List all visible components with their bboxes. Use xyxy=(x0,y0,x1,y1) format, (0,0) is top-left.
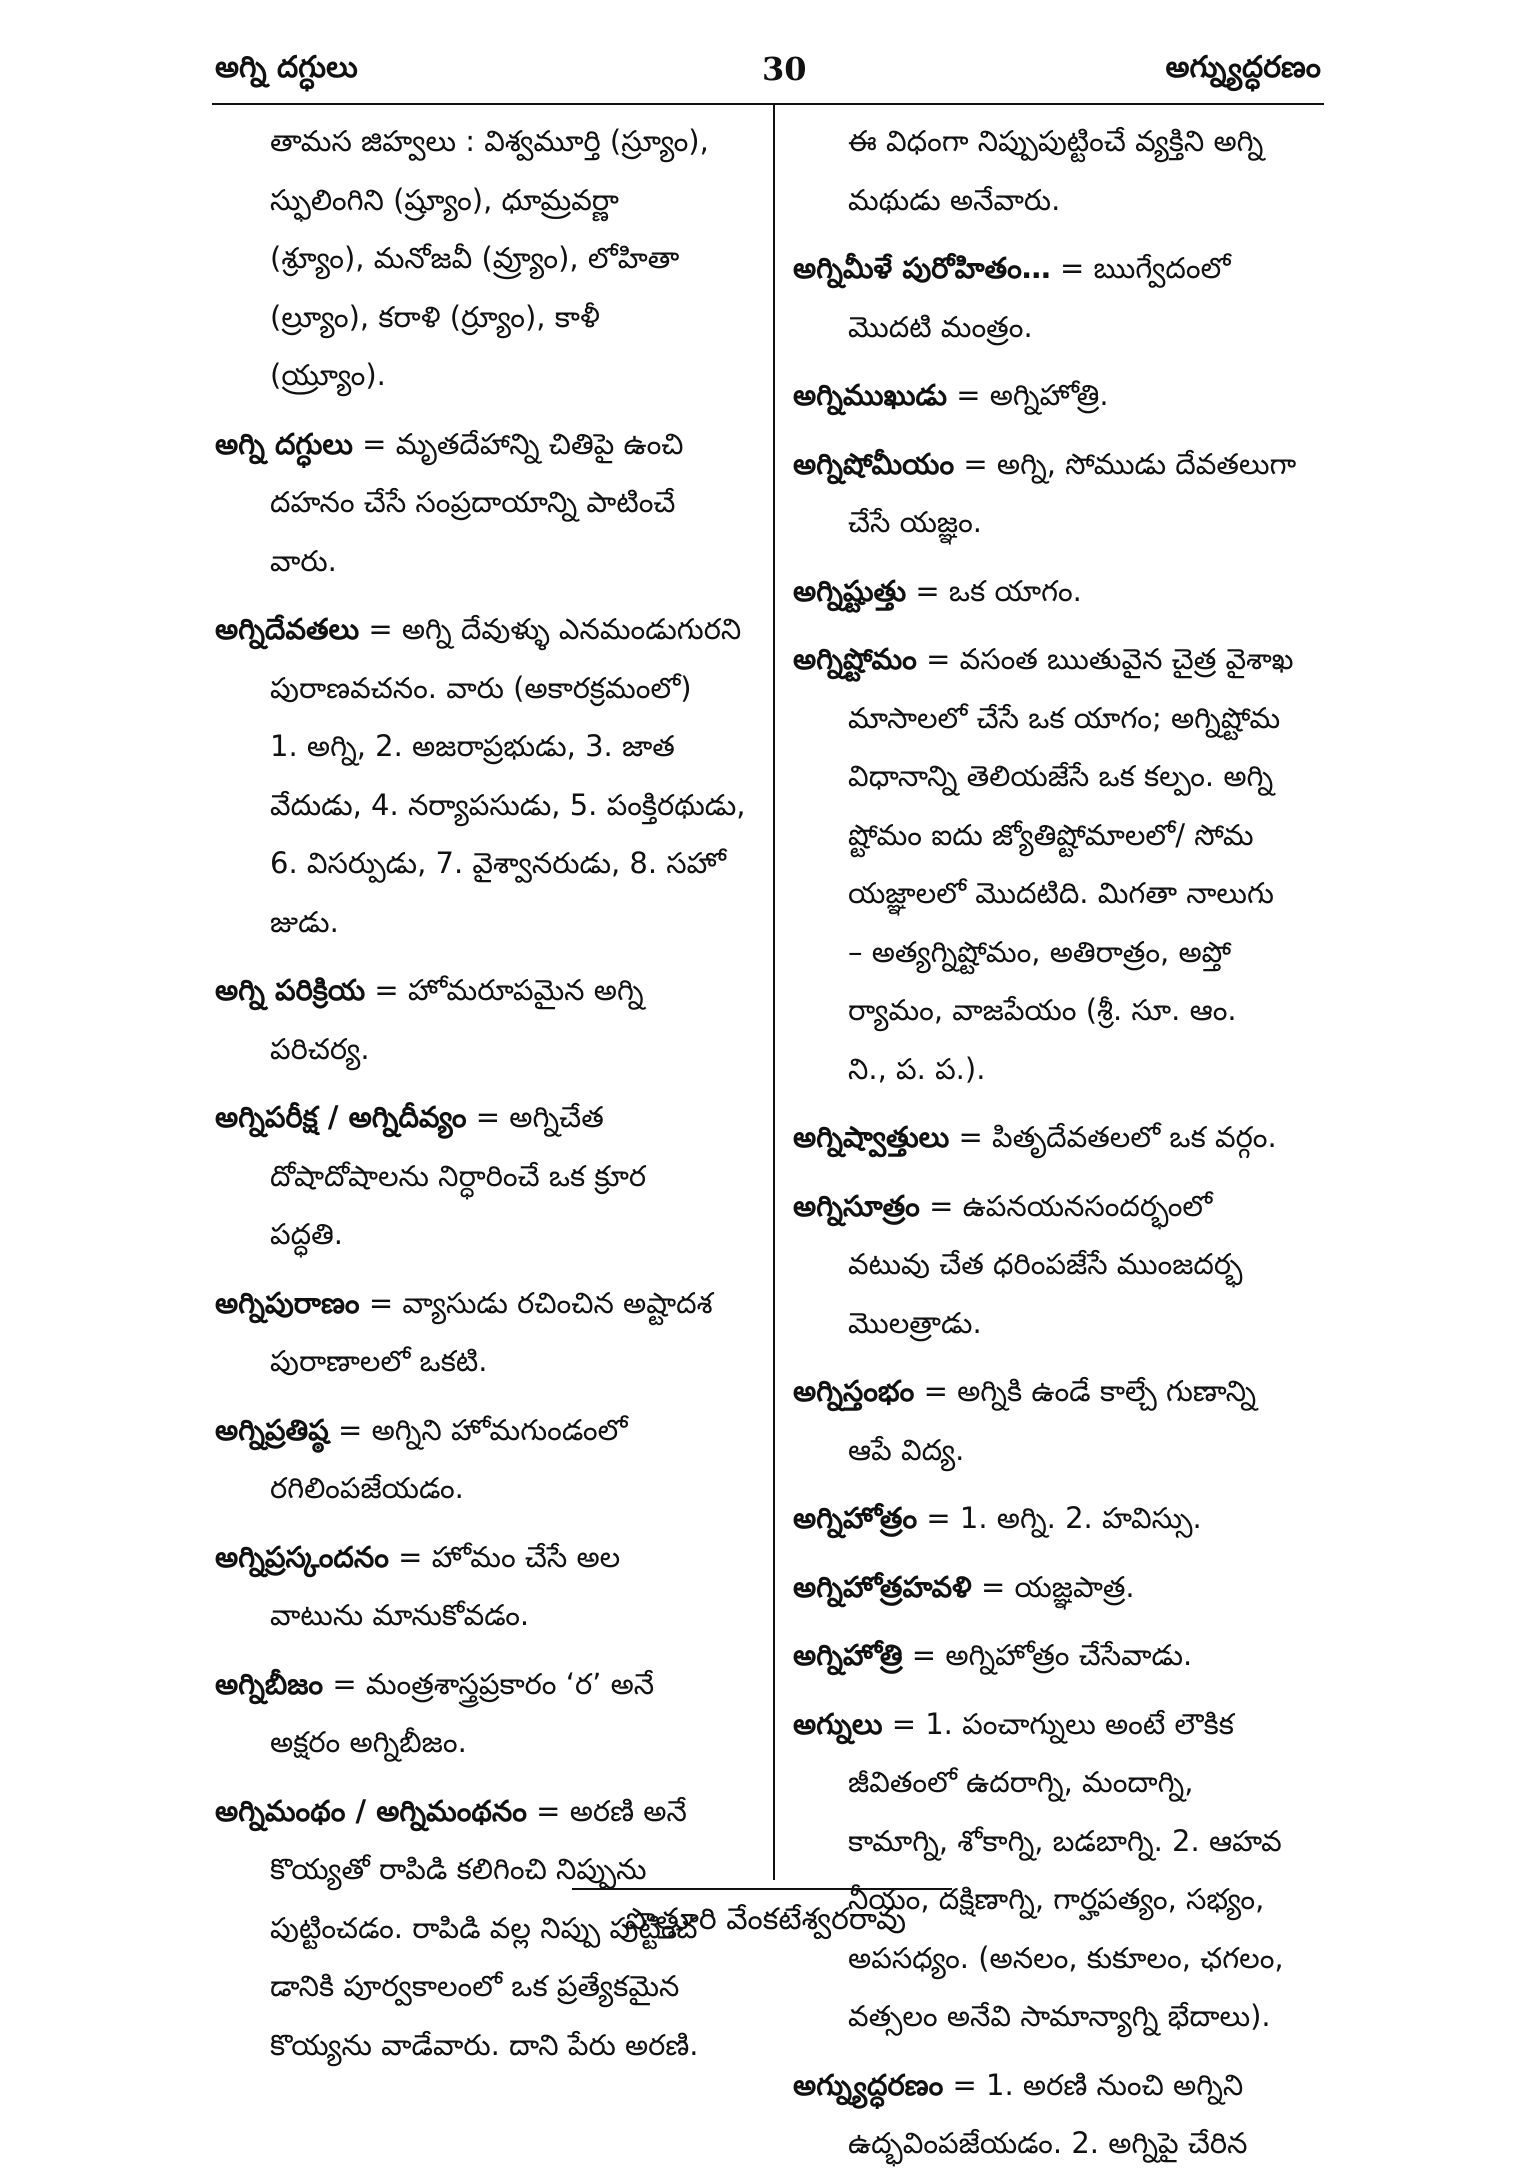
left-column xyxy=(215,112,745,2084)
dictionary-entry xyxy=(215,1088,745,1264)
entry-continuation-line: పరిచర్య. xyxy=(270,1031,370,1066)
entry-first-line xyxy=(793,435,1323,494)
entry-continuation-line: పుట్టించడం. రాపిడి వల్ల నిప్పు పుట్టించ xyxy=(270,1910,698,1945)
entry-first-line xyxy=(215,1782,745,1841)
dictionary-entry xyxy=(793,435,1323,552)
entry-first-line xyxy=(793,1558,1323,1617)
header-left-guideword: అగ్ని దగ్ధులు xyxy=(215,50,358,85)
entry-continuation-line: యజ్ఞాలలో మొదటిది. మిగతా నాలుగు xyxy=(848,876,1274,910)
dictionary-entry xyxy=(215,415,745,591)
dictionary-entry xyxy=(793,1177,1323,1353)
entry-first-line xyxy=(793,1177,1323,1236)
entry-headword: అగ్నిపరీక్ష / అగ్నిదీవ్యం xyxy=(215,1100,467,1134)
entry-continuation-line: ఉద్భవింపజేయడం. 2. అగ్నిపై చేరిన xyxy=(848,2126,1248,2160)
entry-continuation-line: (శ్ర్యూం), మనోజవీ (వ్ర్యూం), లోహితా xyxy=(270,241,680,275)
entry-continuation-line: వటువు చేత ధరింపజేసే ముంజదర్భ xyxy=(848,1247,1243,1281)
dictionary-entry xyxy=(215,1401,745,1518)
entry-continuation-line: వాటును మానుకోవడం. xyxy=(270,1598,530,1632)
entry-continuation-line: మొదటి మంత్రం. xyxy=(848,309,1033,344)
dictionary-entry xyxy=(793,1362,1323,1479)
entry-first-line xyxy=(793,366,1323,425)
entry-first-line xyxy=(215,961,745,1020)
entry-headword: అగ్నిప్రస్కందనం xyxy=(215,1539,389,1574)
entry-continuation-line: కొయ్యతో రాపిడి కలిగించి నిప్పును xyxy=(270,1852,647,1886)
entry-continuation-line: దహనం చేసే సంప్రదాయాన్ని పాటించే xyxy=(270,485,676,519)
entry-headword: అగ్నిబీజం xyxy=(215,1666,324,1701)
entry-definition-start: = అగ్ని దేవుళ్ళు ఎనమండుగురని xyxy=(359,612,742,646)
footer-rule xyxy=(572,1888,952,1890)
entry-definition-start: = 1. పంచాగ్నులు అంటే లౌకిక xyxy=(882,1706,1234,1741)
dictionary-entry xyxy=(215,1274,745,1391)
entry-continuation-line: రగిలింపజేయడం. xyxy=(270,1471,464,1505)
entry-continuation-line: మొలత్రాడు. xyxy=(848,1305,982,1340)
header-rule xyxy=(212,103,1324,105)
entry-headword: అగ్నిముఖుడు xyxy=(793,378,947,412)
entry-headword: అగ్నిపురాణం xyxy=(215,1285,360,1320)
entry-first-line xyxy=(793,1626,1323,1685)
entry-headword: అగ్నులు xyxy=(793,1706,883,1741)
entry-continuation-line: విధానాన్ని తెలియజేసే ఒక కల్పం. అగ్ని xyxy=(848,759,1274,793)
entry-first-line xyxy=(215,1401,745,1460)
entry-first-line xyxy=(215,1655,745,1714)
entry-continuation-line: ని., ప. ప.). xyxy=(848,1051,986,1086)
entry-definition-start: = అరణి అనే xyxy=(526,1793,687,1828)
entry-continuation-line: పద్ధతి. xyxy=(270,1217,343,1251)
right-column xyxy=(793,112,1323,2183)
entry-definition-start: = అగ్నికి ఉండే కాల్చే గుణాన్ని xyxy=(914,1374,1257,1408)
entry-continuation-line: ర్యామం, వాజపేయం (శ్రీ. సూ. ఆం. xyxy=(848,993,1237,1027)
entry-definition-start: = వసంత ఋతువైన చైత్ర వైశాఖ xyxy=(916,642,1294,676)
entry-continuation-line: అక్షరం అగ్నిబీజం. xyxy=(270,1725,467,1759)
entry-first-line xyxy=(215,1528,745,1587)
entry-definition-start: = హోమం చేసే అల xyxy=(388,1539,621,1574)
entry-first-line xyxy=(215,1088,745,1147)
entry-headword: అగ్నిష్టుత్తు xyxy=(793,573,907,608)
entry-headword: అగ్నిష్వాత్తులు xyxy=(793,1120,950,1154)
entry-definition-start: = మృతదేహాన్ని చితిపై ఉంచి xyxy=(352,426,684,461)
dictionary-entry xyxy=(793,239,1323,356)
entry-first-line xyxy=(793,562,1323,621)
entry-first-line xyxy=(215,415,745,474)
entry-continuation-line: ష్టోమం ఐదు జ్యోతిష్టోమాలలో/ సోమ xyxy=(848,817,1254,852)
entry-definition-start: = యజ్ఞపాత్ర. xyxy=(971,1569,1135,1604)
dictionary-entry xyxy=(793,630,1323,1098)
entry-continuation-line: డానికి పూర్వకాలంలో ఒక ప్రత్యేకమైన xyxy=(270,1969,680,2003)
entry-definition-start: = అగ్నిహోత్రి. xyxy=(947,378,1109,412)
dictionary-entry xyxy=(215,112,745,405)
entry-headword: అగ్న్యుద్ధరణం xyxy=(793,2067,944,2102)
dictionary-entry xyxy=(793,112,1323,229)
entry-first-line xyxy=(793,239,1323,298)
entry-definition-start: = ఒక యాగం. xyxy=(906,573,1082,608)
entry-headword: అగ్నిసూత్రం xyxy=(793,1188,920,1223)
entry-continuation-line: అపసధ్యం. (అనలం, కుకూలం, ఛగలం, xyxy=(848,1940,1284,1975)
entry-continuation-line: జుడు. xyxy=(270,904,339,939)
dictionary-entry xyxy=(215,961,745,1078)
dictionary-entry xyxy=(793,1558,1323,1617)
entry-continuation-line: నీయం, దక్షిణాగ్ని, గార్హపత్యం, సభ్యం, xyxy=(848,1882,1265,1916)
dictionary-entry xyxy=(215,1655,745,1772)
dictionary-entry xyxy=(793,366,1323,425)
entry-continuation-line: (య్ర్యూం). xyxy=(270,358,386,392)
entry-headword: అగ్నిమీళే పురోహితం… xyxy=(793,251,1051,285)
dictionary-entry xyxy=(793,1489,1323,1548)
entry-continuation-line: స్ఫులింగిని (ష్ర్యూం), ధూమ్రవర్ణా xyxy=(270,182,619,217)
entry-definition-start: = పితృదేవతలలో ఒక వర్గం. xyxy=(949,1120,1277,1154)
entry-continuation-line: వత్సలం అనేవి సామాన్యాగ్ని భేదాలు). xyxy=(848,1999,1271,2033)
entry-definition-start: = మంత్రశాస్త్రప్రకారం ‘ర’ అనే xyxy=(323,1666,655,1701)
entry-definition-start: = ఋగ్వేదంలో xyxy=(1050,251,1231,285)
entry-headword: అగ్నిదేవతలు xyxy=(215,612,360,646)
entry-first-line xyxy=(793,1108,1323,1167)
entry-headword: అగ్నిస్తంభం xyxy=(793,1374,915,1408)
entry-definition-start: = అగ్నిహోత్రం చేసేవాడు. xyxy=(902,1638,1193,1672)
entry-continuation-line: పురాణాలలో ఒకటి. xyxy=(270,1344,488,1378)
entry-first-line xyxy=(793,1489,1323,1548)
entry-headword: అగ్నిష్టోమం xyxy=(793,642,917,676)
entry-continuation-line: వారు. xyxy=(270,543,337,578)
entry-continuation-line: ఈ విధంగా నిప్పుపుట్టించే వ్యక్తిని అగ్ని xyxy=(848,124,1264,158)
entry-definition-start: = 1. అరణి నుంచి అగ్నిని xyxy=(943,2067,1244,2102)
entry-continuation-line: వేదుడు, 4. నర్యాపసుడు, 5. పంక్తిరథుడు, xyxy=(270,787,746,822)
entry-continuation-line: 1. అగ్ని, 2. అజరాప్రభుడు, 3. జాత xyxy=(270,729,675,763)
entry-first-line xyxy=(793,2056,1323,2115)
column-divider xyxy=(773,105,775,1880)
entry-continuation-line: దోషాదోషాలను నిర్ధారించే ఒక క్రూర xyxy=(270,1158,647,1193)
entry-first-line xyxy=(793,1362,1323,1421)
dictionary-entry xyxy=(215,600,745,951)
entry-continuation-line: మథుడు అనేవారు. xyxy=(848,182,1061,217)
entry-definition-start: = హోమరూపమైన అగ్ని xyxy=(365,973,644,1007)
entry-first-line xyxy=(215,600,745,659)
dictionary-entry xyxy=(215,1528,745,1645)
entry-continuation-line: కొయ్యను వాడేవారు. దాని పేరు అరణి. xyxy=(270,2027,699,2062)
entry-first-line xyxy=(793,1695,1323,1754)
entry-continuation-line: మాసాలలో చేసే ఒక యాగం; అగ్నిష్టోమ xyxy=(848,700,1281,735)
entry-headword: అగ్ని దగ్ధులు xyxy=(215,426,353,461)
entry-definition-start: = అగ్ని, సోముడు దేవతలుగా xyxy=(954,446,1297,481)
entry-first-line xyxy=(215,1274,745,1333)
entry-headword: అగ్ని పరిక్రియ xyxy=(215,973,366,1007)
dictionary-entry xyxy=(793,1626,1323,1685)
dictionary-entry xyxy=(793,562,1323,621)
entry-continuation-line: 6. విసర్పుడు, 7. వైశ్వానరుడు, 8. సహో xyxy=(270,846,726,880)
entry-continuation-line: (ల్ర్యూం), కరాళి (ర్ర్యూం), కాళీ xyxy=(270,299,600,334)
entry-definition-start: = 1. అగ్ని. 2. హవిస్సు. xyxy=(917,1501,1202,1535)
entry-definition-start: = ఉపనయనసందర్భంలో xyxy=(919,1188,1213,1223)
entry-definition-start: = వ్యాసుడు రచించిన అష్టాదశ xyxy=(359,1285,713,1320)
entry-headword: అగ్నిప్రతిష్ఠ xyxy=(215,1412,329,1447)
entry-definition-start: = అగ్నిచేత xyxy=(466,1100,604,1134)
entry-continuation-line: – అత్యగ్నిష్టోమం, అతిరాత్రం, అప్తో xyxy=(848,934,1232,969)
entry-continuation-line: జీవితంలో ఉదరాగ్ని, మందాగ్ని, xyxy=(848,1765,1194,1799)
entry-definition-start: = అగ్నిని హోమగుండంలో xyxy=(328,1412,628,1447)
dictionary-entry xyxy=(793,1695,1323,2046)
entry-headword: అగ్నిషోమీయం xyxy=(793,446,955,481)
entry-headword: అగ్నిహోత్రం xyxy=(793,1501,918,1535)
header-right-guideword: అగ్న్యుద్ధరణం xyxy=(1165,50,1321,85)
entry-continuation-line: పురాణవచనం. వారు (అకారక్రమంలో) xyxy=(270,670,692,705)
entry-continuation-line: తామస జిహ్వలు : విశ్వమూర్తి (స్ర్యూం), xyxy=(270,124,709,158)
footer-author: పొత్తూరి వేంకటేశ్వరరావు xyxy=(624,1902,907,1937)
entry-continuation-line: ఆపే విద్య. xyxy=(848,1432,965,1467)
dictionary-entry xyxy=(793,1108,1323,1167)
entry-headword: అగ్నిహోత్రి xyxy=(793,1638,903,1672)
page-number: 30 xyxy=(762,50,807,88)
entry-first-line xyxy=(793,630,1323,689)
entry-headword: అగ్నిహోత్రహవళి xyxy=(793,1569,972,1604)
entry-continuation-line: చేసే యజ్ఞం. xyxy=(848,505,983,539)
entry-continuation-line: కామాగ్ని, శోకాగ్ని, బడబాగ్ని. 2. ఆహవ xyxy=(848,1823,1282,1858)
entry-headword: అగ్నిమంథం / అగ్నిమంథనం xyxy=(215,1793,527,1828)
dictionary-entry xyxy=(793,2056,1323,2173)
